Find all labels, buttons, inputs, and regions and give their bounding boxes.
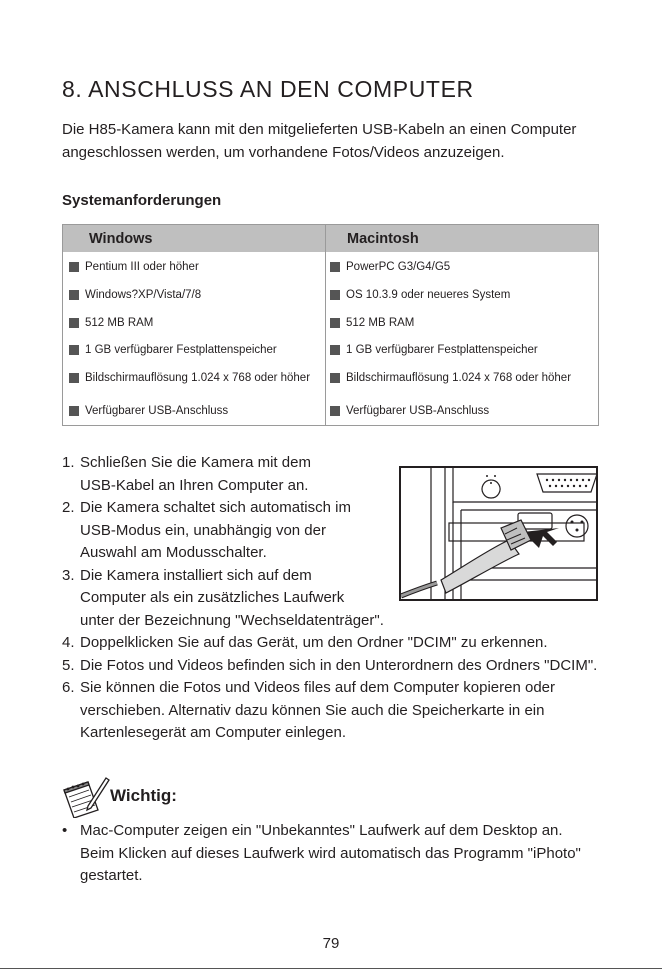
list-item: 1. Schließen Sie die Kamera mit dem USB-Kabel an Ihren Computer an. <box>62 454 311 494</box>
square-bullet-icon <box>69 262 79 272</box>
mac-req-row: PowerPC G3/G4/G5 <box>330 261 592 274</box>
requirements-table <box>62 224 599 426</box>
square-bullet-icon <box>330 345 340 355</box>
mac-req-row: 1 GB verfügbarer Festplattenspeicher <box>330 344 592 357</box>
square-bullet-icon <box>69 345 79 355</box>
bullet-dot-icon: • <box>62 822 68 839</box>
page-number: 79 <box>322 935 340 952</box>
mac-req-row: 512 MB RAM <box>330 317 592 330</box>
usb-plug-icon <box>401 468 596 599</box>
list-item: 2. Die Kamera schaltet sich automatisch im USB-Modus ein, unabhängig von der Auswahl am Modusschalter. <box>62 499 351 561</box>
bottom-divider <box>0 968 662 969</box>
windows-req-row: 1 GB verfügbarer Festplattenspeicher <box>69 344 319 357</box>
windows-req-row: 512 MB RAM <box>69 317 319 330</box>
intro-line: angeschlossen werden, um vorhandene Fotos/Videos anzuzeigen. <box>62 144 505 161</box>
list-item: 6. Sie können die Fotos und Videos files auf dem Computer kopieren oder verschieben. Alternativ dazu können Sie auch die Speicherkarte in ein Kartenlesegerät am Computer einlegen. <box>62 679 556 741</box>
square-bullet-icon <box>69 373 79 383</box>
usb-connection-illustration <box>399 466 598 601</box>
mac-req-row: OS 10.3.9 oder neueres System <box>330 289 592 302</box>
header-macintosh: Macintosh <box>347 231 419 247</box>
list-item: 4. Doppelklicken Sie auf das Gerät, um den Ordner "DCIM" zu erkennen. <box>62 634 548 651</box>
mac-req-row: Bildschirmauflösung 1.024 x 768 oder höher <box>330 372 592 385</box>
column-divider <box>325 225 326 425</box>
mac-req-row: Verfügbarer USB-Anschluss <box>330 405 592 418</box>
square-bullet-icon <box>69 290 79 300</box>
list-item: 5. Die Fotos und Videos befinden sich in den Unterordnern des Ordners "DCIM". <box>62 656 598 674</box>
header-windows: Windows <box>89 231 153 247</box>
list-item: 3. Die Kamera installiert sich auf dem Computer als ein zusätzliches Laufwerk unter der Bezeichnung "Wechseldatenträger". <box>62 566 384 629</box>
windows-req-row: Bildschirmauflösung 1.024 x 768 oder höher <box>69 372 319 385</box>
page-title: 8. ANSCHLUSS AN DEN COMPUTER <box>62 76 474 102</box>
intro-line: Die H85-Kamera kann mit den mitgelieferten USB-Kabeln an einen Computer <box>62 121 577 138</box>
windows-req-row: Pentium III oder höher <box>69 261 319 274</box>
square-bullet-icon <box>330 373 340 383</box>
square-bullet-icon <box>330 262 340 272</box>
intro-text <box>62 118 622 164</box>
notice-bullet: • Mac-Computer zeigen ein "Unbekanntes" Laufwerk auf dem Desktop an. Beim Klicken auf dieses Laufwerk wird automatisch das Programm "iPhoto" gestartet. <box>62 822 581 884</box>
windows-req-row: Verfügbarer USB-Anschluss <box>69 405 319 418</box>
square-bullet-icon <box>330 406 340 416</box>
square-bullet-icon <box>330 318 340 328</box>
requirements-heading: Systemanforderungen <box>62 192 222 209</box>
square-bullet-icon <box>330 290 340 300</box>
windows-req-row: Windows?XP/Vista/7/8 <box>69 289 319 302</box>
square-bullet-icon <box>69 406 79 416</box>
notice-title: Wichtig: <box>110 786 177 805</box>
square-bullet-icon <box>69 318 79 328</box>
